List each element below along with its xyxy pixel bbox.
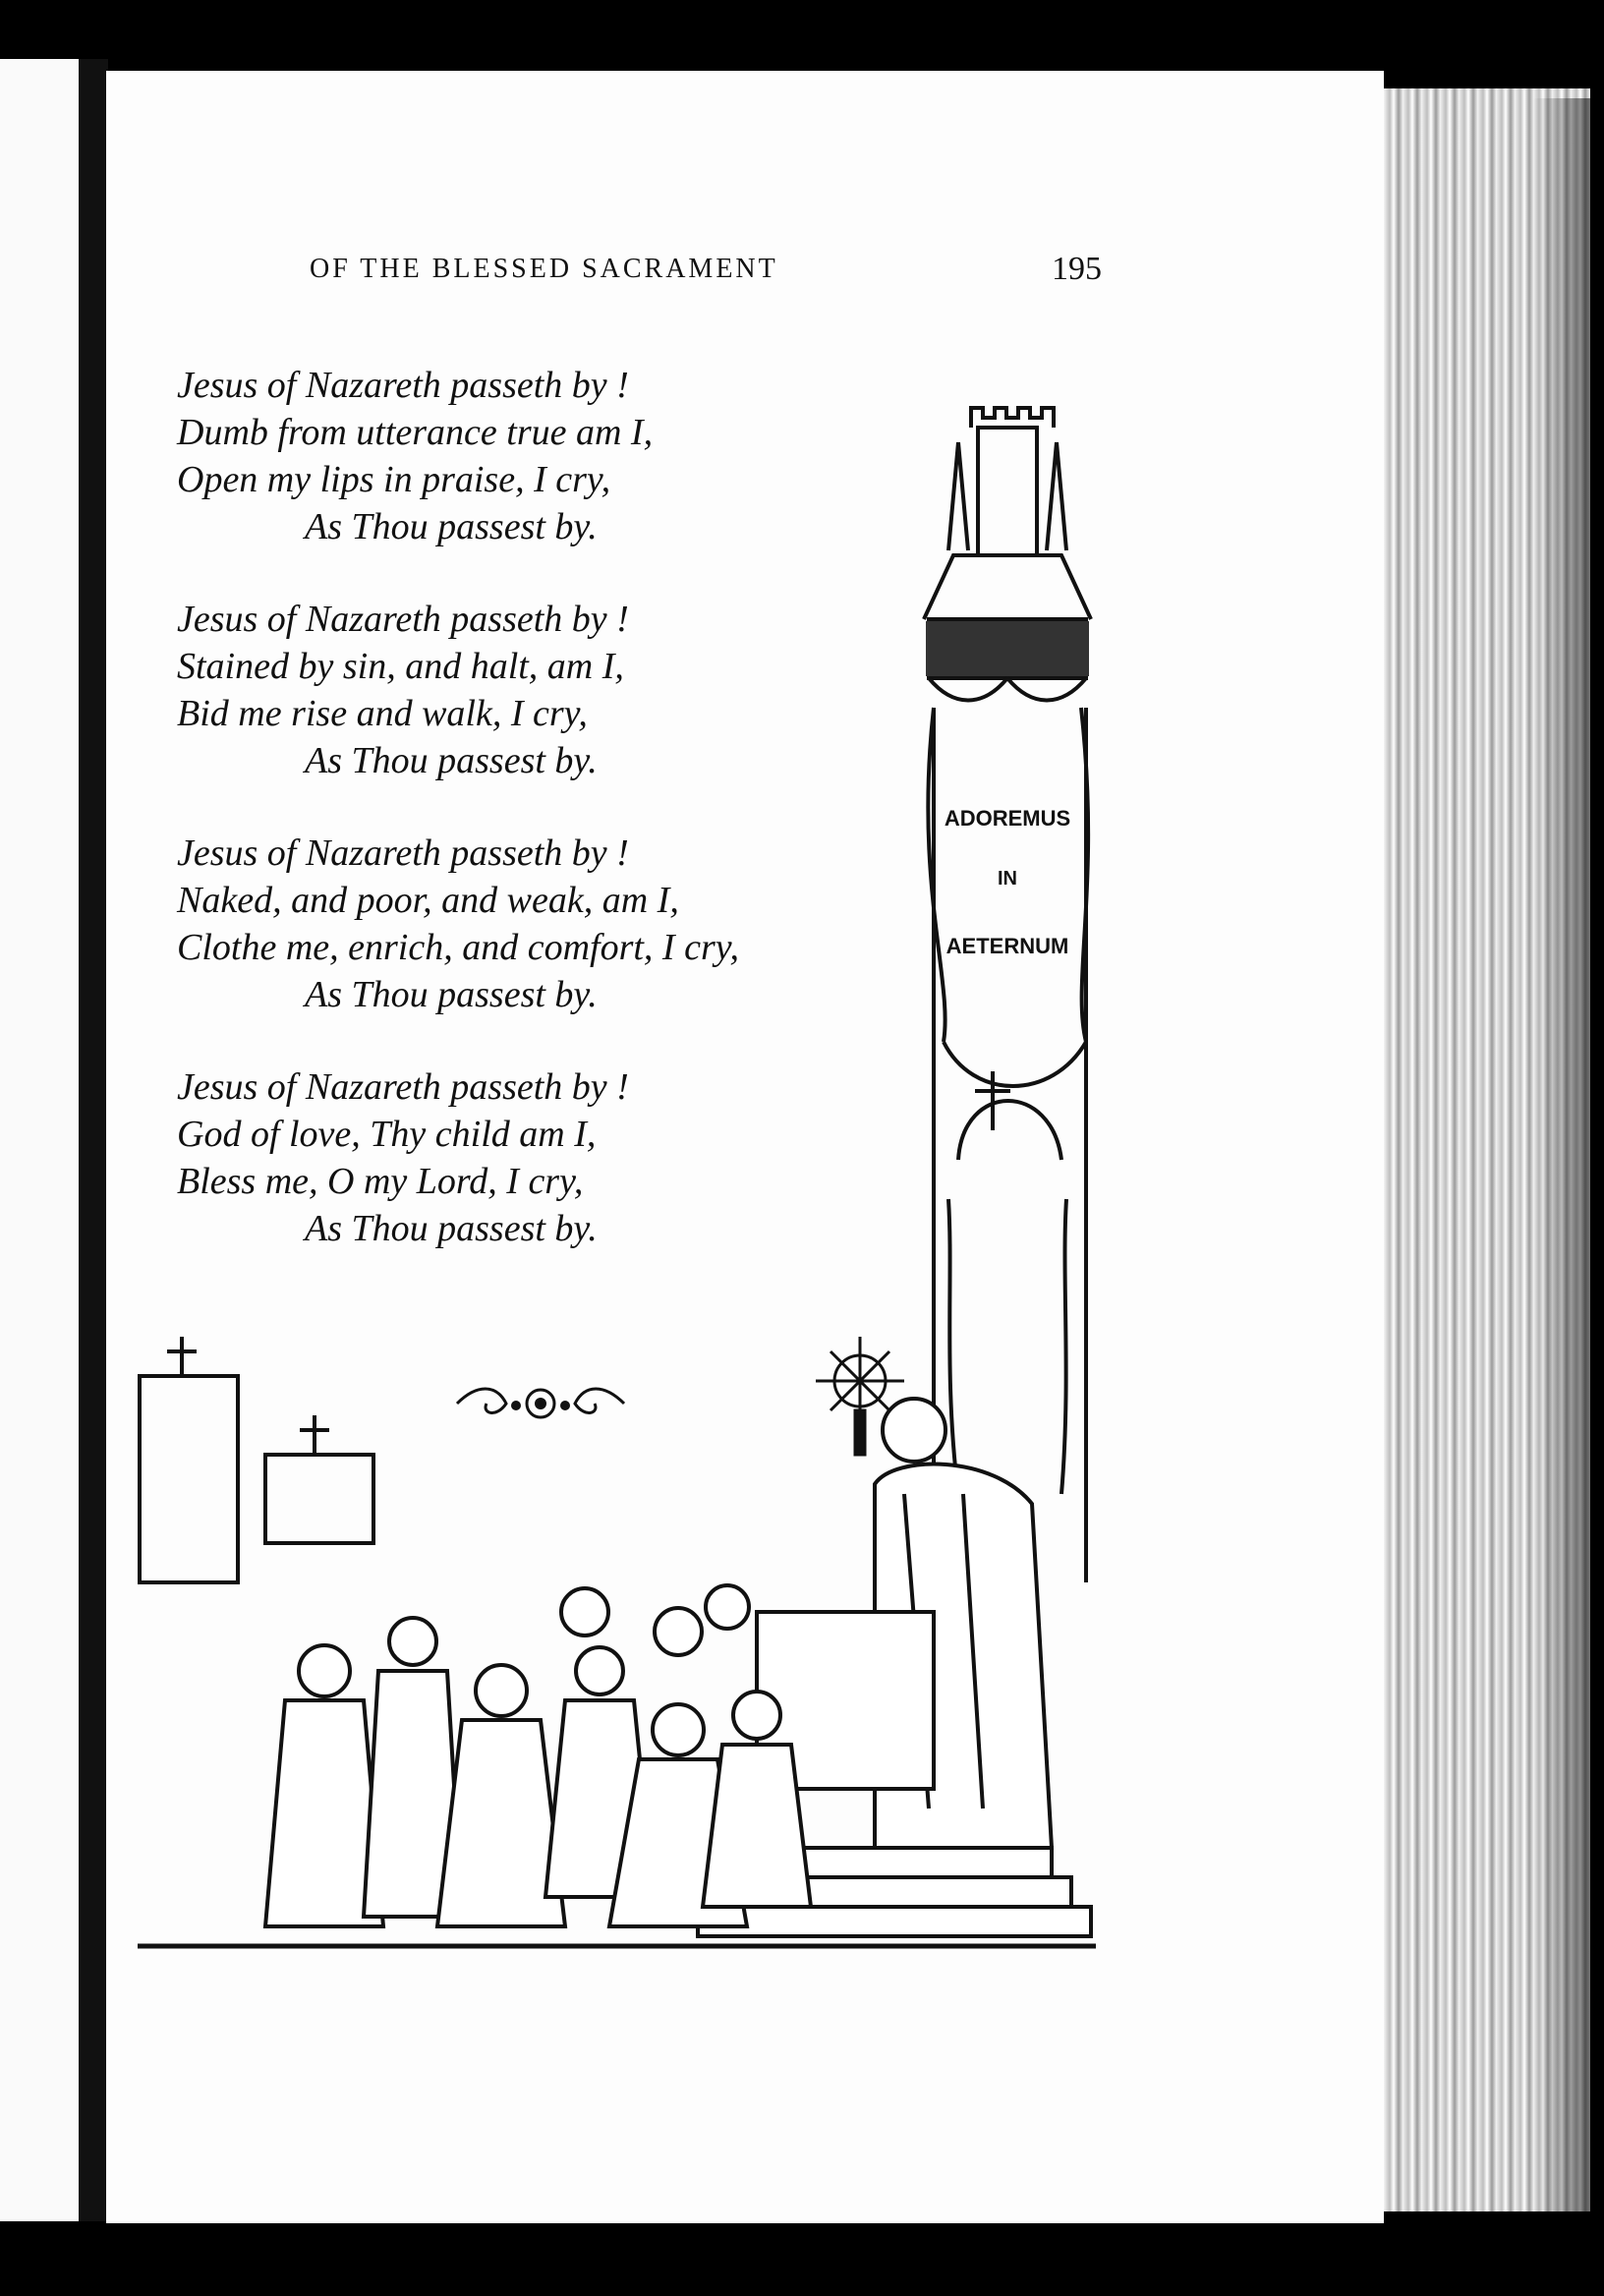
banner-text-aeternum: AETERNUM — [945, 934, 1069, 958]
banner-text-adoremus: ADOREMUS — [944, 806, 1071, 831]
poem-refrain: As Thou passest by. — [305, 506, 598, 547]
poem-line: Jesus of Nazareth passeth by ! — [177, 832, 629, 874]
poem-line: Stained by sin, and halt, am I, — [177, 646, 624, 687]
procession-engraving-icon — [128, 393, 1101, 1966]
poem-line: Clothe me, enrich, and comfort, I cry, — [177, 927, 740, 968]
poem-refrain: As Thou passest by. — [305, 974, 598, 1015]
poem-line: God of love, Thy child am I, — [177, 1114, 597, 1155]
poem-line: Bid me rise and walk, I cry, — [177, 693, 588, 734]
poem-refrain: As Thou passest by. — [305, 740, 598, 781]
poem-refrain: As Thou passest by. — [305, 1208, 598, 1249]
poem-line: Jesus of Nazareth passeth by ! — [177, 599, 629, 640]
left-page-edge — [0, 59, 84, 2221]
poem-line: Jesus of Nazareth passeth by ! — [177, 1066, 629, 1108]
banner-text-in: IN — [998, 868, 1017, 890]
running-title: OF THE BLESSED SACRAMENT — [310, 254, 778, 284]
page-number: 195 — [1052, 251, 1102, 287]
poem-line: Dumb from utterance true am I, — [177, 412, 654, 453]
book-spine-gutter — [79, 59, 108, 2221]
poem-line: Naked, and poor, and weak, am I, — [177, 880, 679, 921]
poem-line: Open my lips in praise, I cry, — [177, 459, 611, 500]
poem-line: Jesus of Nazareth passeth by ! — [177, 365, 629, 406]
page-edges-shadow — [1533, 98, 1592, 2211]
poem-line: Bless me, O my Lord, I cry, — [177, 1161, 584, 1202]
